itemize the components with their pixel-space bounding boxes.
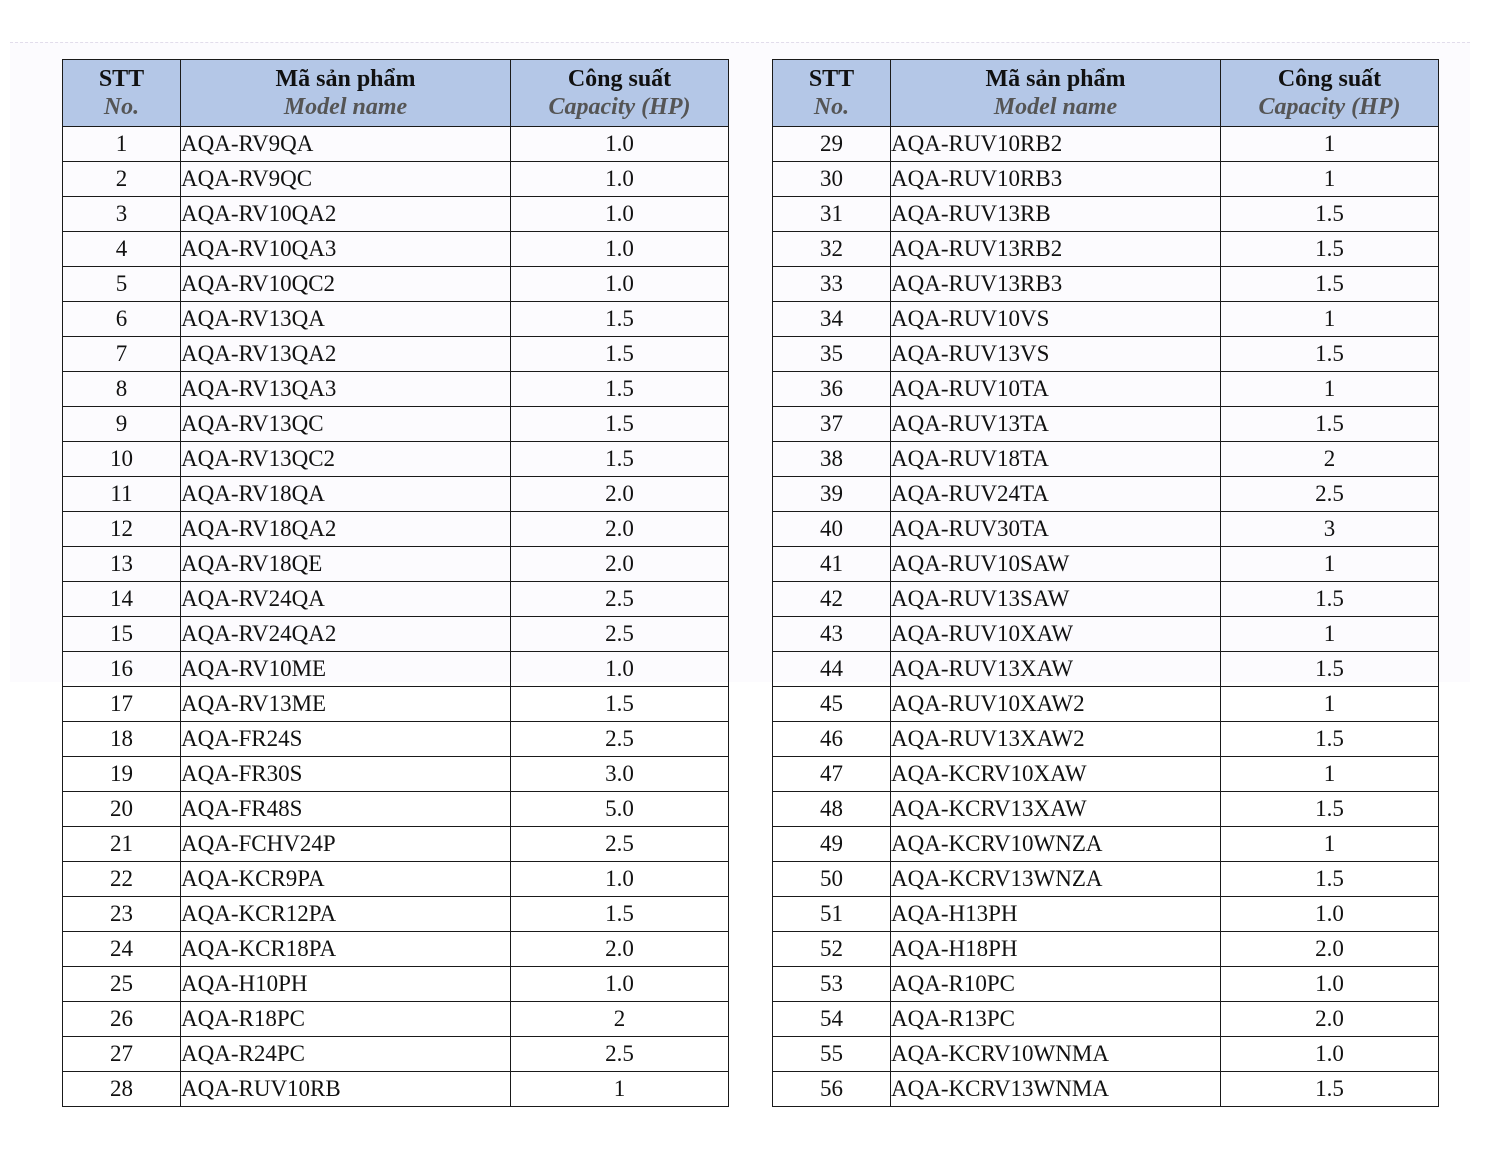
header-capacity [1221, 60, 1439, 127]
model-name-cell: AQA-H18PH [891, 932, 1221, 967]
table-row [63, 932, 729, 967]
model-name-cell: AQA-RV13ME [181, 687, 511, 722]
table-row [773, 932, 1439, 967]
table-row [63, 1037, 729, 1072]
row-number-cell: 10 [63, 442, 181, 477]
row-number-cell: 35 [773, 337, 891, 372]
header-model [891, 60, 1221, 127]
table-row [773, 792, 1439, 827]
capacity-cell: 2.5 [511, 1037, 729, 1072]
table-row [773, 967, 1439, 1002]
capacity-cell: 1 [1221, 547, 1439, 582]
row-number-cell: 9 [63, 407, 181, 442]
row-number-cell: 38 [773, 442, 891, 477]
capacity-cell: 1.5 [1221, 232, 1439, 267]
row-number-cell: 48 [773, 792, 891, 827]
capacity-cell: 2.0 [511, 512, 729, 547]
row-number-cell: 1 [63, 127, 181, 162]
table-header-row [63, 60, 729, 127]
table-row [773, 267, 1439, 302]
header-no-vi: STT [808, 66, 855, 92]
row-number-cell: 56 [773, 1072, 891, 1107]
capacity-cell: 1.0 [1221, 967, 1439, 1002]
capacity-cell: 1 [1221, 827, 1439, 862]
capacity-cell: 2.0 [1221, 932, 1439, 967]
model-name-cell: AQA-RUV24TA [891, 477, 1221, 512]
model-name-cell: AQA-RV18QE [181, 547, 511, 582]
capacity-cell: 1.5 [1221, 1072, 1439, 1107]
header-capacity-en: Capacity (HP) [1258, 94, 1401, 120]
model-name-cell: AQA-RV13QC2 [181, 442, 511, 477]
model-name-cell: AQA-KCR12PA [181, 897, 511, 932]
model-name-cell: AQA-RUV13XAW [891, 652, 1221, 687]
row-number-cell: 54 [773, 1002, 891, 1037]
model-name-cell: AQA-FR30S [181, 757, 511, 792]
row-number-cell: 17 [63, 687, 181, 722]
table-row [63, 442, 729, 477]
table-row [773, 407, 1439, 442]
model-name-cell: AQA-KCRV13WNMA [891, 1072, 1221, 1107]
table-row [63, 477, 729, 512]
capacity-cell: 1.5 [511, 687, 729, 722]
model-name-cell: AQA-RV13QA2 [181, 337, 511, 372]
model-name-cell: AQA-R13PC [891, 1002, 1221, 1037]
table-row [773, 337, 1439, 372]
capacity-cell: 5.0 [511, 792, 729, 827]
table-row [63, 687, 729, 722]
table-row [773, 372, 1439, 407]
model-name-cell: AQA-RV13QA3 [181, 372, 511, 407]
header-capacity-en: Capacity (HP) [548, 94, 691, 120]
model-name-cell: AQA-RV10ME [181, 652, 511, 687]
capacity-cell: 1 [1221, 617, 1439, 652]
row-number-cell: 30 [773, 162, 891, 197]
row-number-cell: 4 [63, 232, 181, 267]
capacity-cell: 2.0 [511, 547, 729, 582]
row-number-cell: 43 [773, 617, 891, 652]
capacity-cell: 2.5 [511, 827, 729, 862]
capacity-cell: 1 [1221, 687, 1439, 722]
table-row [63, 652, 729, 687]
table-row [773, 757, 1439, 792]
model-name-cell: AQA-KCRV10WNZA [891, 827, 1221, 862]
table-row [773, 512, 1439, 547]
header-capacity [511, 60, 729, 127]
table-row [63, 1072, 729, 1107]
model-name-cell: AQA-RUV10VS [891, 302, 1221, 337]
row-number-cell: 36 [773, 372, 891, 407]
model-name-cell: AQA-H10PH [181, 967, 511, 1002]
model-name-cell: AQA-RUV10XAW [891, 617, 1221, 652]
table-row [63, 372, 729, 407]
row-number-cell: 40 [773, 512, 891, 547]
capacity-cell: 1.0 [511, 967, 729, 1002]
table-row [63, 862, 729, 897]
table-row [773, 862, 1439, 897]
model-name-cell: AQA-FR48S [181, 792, 511, 827]
table-row [773, 477, 1439, 512]
table-row [773, 722, 1439, 757]
capacity-cell: 1.5 [1221, 722, 1439, 757]
model-name-cell: AQA-RV10QA3 [181, 232, 511, 267]
model-name-cell: AQA-RV18QA [181, 477, 511, 512]
row-number-cell: 19 [63, 757, 181, 792]
header-model [181, 60, 511, 127]
table-row [773, 197, 1439, 232]
row-number-cell: 23 [63, 897, 181, 932]
capacity-cell: 1.5 [1221, 862, 1439, 897]
capacity-cell: 1 [1221, 302, 1439, 337]
capacity-cell: 1.5 [511, 407, 729, 442]
capacity-cell: 1.0 [511, 652, 729, 687]
row-number-cell: 11 [63, 477, 181, 512]
capacity-cell: 2.5 [511, 617, 729, 652]
capacity-cell: 1.5 [1221, 337, 1439, 372]
capacity-cell: 1.0 [1221, 1037, 1439, 1072]
table-row [773, 897, 1439, 932]
row-number-cell: 14 [63, 582, 181, 617]
capacity-cell: 3 [1221, 512, 1439, 547]
model-table-left [62, 59, 729, 1107]
capacity-cell: 1.0 [511, 127, 729, 162]
row-number-cell: 42 [773, 582, 891, 617]
table-row [773, 582, 1439, 617]
table-row [63, 337, 729, 372]
model-name-cell: AQA-RV24QA2 [181, 617, 511, 652]
table-row [773, 1072, 1439, 1107]
capacity-cell: 1.5 [1221, 582, 1439, 617]
model-name-cell: AQA-RV13QA [181, 302, 511, 337]
model-name-cell: AQA-RV9QA [181, 127, 511, 162]
header-model-vi: Mã sản phẩm [985, 66, 1126, 92]
row-number-cell: 55 [773, 1037, 891, 1072]
table-row [63, 792, 729, 827]
row-number-cell: 25 [63, 967, 181, 1002]
row-number-cell: 45 [773, 687, 891, 722]
header-capacity-vi: Công suất [1277, 66, 1382, 92]
header-no [773, 60, 891, 127]
table-row [63, 617, 729, 652]
model-name-cell: AQA-RUV10XAW2 [891, 687, 1221, 722]
page-top-border [10, 42, 1470, 43]
table-row [773, 617, 1439, 652]
row-number-cell: 27 [63, 1037, 181, 1072]
table-row [773, 547, 1439, 582]
model-name-cell: AQA-RUV13RB [891, 197, 1221, 232]
row-number-cell: 52 [773, 932, 891, 967]
model-name-cell: AQA-KCRV13XAW [891, 792, 1221, 827]
capacity-cell: 2.0 [511, 477, 729, 512]
row-number-cell: 12 [63, 512, 181, 547]
capacity-cell: 1.5 [511, 372, 729, 407]
model-name-cell: AQA-RUV30TA [891, 512, 1221, 547]
capacity-cell: 2 [1221, 442, 1439, 477]
table-row [773, 442, 1439, 477]
model-name-cell: AQA-RUV10RB [181, 1072, 511, 1107]
header-model-en: Model name [993, 94, 1118, 120]
model-name-cell: AQA-RUV13RB2 [891, 232, 1221, 267]
model-name-cell: AQA-RUV10RB3 [891, 162, 1221, 197]
row-number-cell: 53 [773, 967, 891, 1002]
capacity-cell: 2.5 [1221, 477, 1439, 512]
capacity-cell: 1 [1221, 162, 1439, 197]
row-number-cell: 41 [773, 547, 891, 582]
row-number-cell: 32 [773, 232, 891, 267]
table-row [63, 757, 729, 792]
table-row [63, 582, 729, 617]
table-row [63, 827, 729, 862]
model-name-cell: AQA-RV24QA [181, 582, 511, 617]
header-model-en: Model name [283, 94, 408, 120]
header-no-en: No. [103, 94, 140, 120]
table-row [63, 232, 729, 267]
model-name-cell: AQA-RV13QC [181, 407, 511, 442]
row-number-cell: 3 [63, 197, 181, 232]
header-model-vi: Mã sản phẩm [275, 66, 416, 92]
table-row [63, 967, 729, 1002]
model-name-cell: AQA-FR24S [181, 722, 511, 757]
capacity-cell: 1.0 [511, 197, 729, 232]
capacity-cell: 1.0 [1221, 897, 1439, 932]
model-name-cell: AQA-RV9QC [181, 162, 511, 197]
capacity-cell: 1.5 [511, 897, 729, 932]
model-name-cell: AQA-KCR18PA [181, 932, 511, 967]
model-name-cell: AQA-RUV18TA [891, 442, 1221, 477]
table-row [773, 127, 1439, 162]
row-number-cell: 18 [63, 722, 181, 757]
table-body [773, 127, 1439, 1107]
row-number-cell: 28 [63, 1072, 181, 1107]
model-name-cell: AQA-RUV13XAW2 [891, 722, 1221, 757]
capacity-cell: 2 [511, 1002, 729, 1037]
model-name-cell: AQA-RUV13VS [891, 337, 1221, 372]
capacity-cell: 1 [511, 1072, 729, 1107]
model-name-cell: AQA-FCHV24P [181, 827, 511, 862]
model-name-cell: AQA-RUV10TA [891, 372, 1221, 407]
capacity-cell: 2.5 [511, 722, 729, 757]
table-row [63, 722, 729, 757]
table-row [773, 652, 1439, 687]
capacity-cell: 1.5 [511, 302, 729, 337]
row-number-cell: 31 [773, 197, 891, 232]
model-name-cell: AQA-RUV13RB3 [891, 267, 1221, 302]
table-header-row [773, 60, 1439, 127]
model-name-cell: AQA-KCRV13WNZA [891, 862, 1221, 897]
capacity-cell: 3.0 [511, 757, 729, 792]
capacity-cell: 2.0 [511, 932, 729, 967]
table-row [63, 547, 729, 582]
capacity-cell: 2.5 [511, 582, 729, 617]
model-name-cell: AQA-RV10QC2 [181, 267, 511, 302]
model-name-cell: AQA-R10PC [891, 967, 1221, 1002]
table-row [63, 1002, 729, 1037]
row-number-cell: 49 [773, 827, 891, 862]
table-row [63, 197, 729, 232]
row-number-cell: 46 [773, 722, 891, 757]
capacity-cell: 1.0 [511, 862, 729, 897]
row-number-cell: 24 [63, 932, 181, 967]
table-row [773, 162, 1439, 197]
capacity-cell: 1.5 [1221, 652, 1439, 687]
row-number-cell: 21 [63, 827, 181, 862]
capacity-cell: 1.5 [511, 442, 729, 477]
model-name-cell: AQA-H13PH [891, 897, 1221, 932]
row-number-cell: 7 [63, 337, 181, 372]
row-number-cell: 44 [773, 652, 891, 687]
table-row [773, 1002, 1439, 1037]
row-number-cell: 20 [63, 792, 181, 827]
model-name-cell: AQA-R24PC [181, 1037, 511, 1072]
model-name-cell: AQA-RUV13TA [891, 407, 1221, 442]
capacity-cell: 1.0 [511, 232, 729, 267]
table-row [773, 827, 1439, 862]
row-number-cell: 34 [773, 302, 891, 337]
table-row [63, 897, 729, 932]
table-row [63, 267, 729, 302]
row-number-cell: 2 [63, 162, 181, 197]
header-no [63, 60, 181, 127]
model-name-cell: AQA-RUV13SAW [891, 582, 1221, 617]
table-row [63, 512, 729, 547]
model-name-cell: AQA-RUV10SAW [891, 547, 1221, 582]
table-row [773, 1037, 1439, 1072]
table-row [63, 162, 729, 197]
row-number-cell: 15 [63, 617, 181, 652]
model-name-cell: AQA-KCR9PA [181, 862, 511, 897]
row-number-cell: 6 [63, 302, 181, 337]
capacity-cell: 2.0 [1221, 1002, 1439, 1037]
row-number-cell: 13 [63, 547, 181, 582]
row-number-cell: 5 [63, 267, 181, 302]
model-name-cell: AQA-KCRV10WNMA [891, 1037, 1221, 1072]
capacity-cell: 1 [1221, 372, 1439, 407]
model-name-cell: AQA-R18PC [181, 1002, 511, 1037]
table-row [773, 232, 1439, 267]
capacity-cell: 1.0 [511, 162, 729, 197]
row-number-cell: 51 [773, 897, 891, 932]
row-number-cell: 37 [773, 407, 891, 442]
table-row [63, 127, 729, 162]
capacity-cell: 1 [1221, 127, 1439, 162]
row-number-cell: 29 [773, 127, 891, 162]
header-no-en: No. [813, 94, 850, 120]
model-name-cell: AQA-RUV10RB2 [891, 127, 1221, 162]
header-no-vi: STT [98, 66, 145, 92]
row-number-cell: 47 [773, 757, 891, 792]
model-name-cell: AQA-KCRV10XAW [891, 757, 1221, 792]
capacity-cell: 1.0 [511, 267, 729, 302]
row-number-cell: 33 [773, 267, 891, 302]
row-number-cell: 39 [773, 477, 891, 512]
capacity-cell: 1.5 [511, 337, 729, 372]
table-body [63, 127, 729, 1107]
capacity-cell: 1.5 [1221, 197, 1439, 232]
capacity-cell: 1.5 [1221, 267, 1439, 302]
row-number-cell: 8 [63, 372, 181, 407]
header-capacity-vi: Công suất [567, 66, 672, 92]
table-row [773, 687, 1439, 722]
model-table-right [772, 59, 1439, 1107]
model-name-cell: AQA-RV18QA2 [181, 512, 511, 547]
capacity-cell: 1.5 [1221, 407, 1439, 442]
table-row [63, 407, 729, 442]
capacity-cell: 1.5 [1221, 792, 1439, 827]
row-number-cell: 26 [63, 1002, 181, 1037]
row-number-cell: 16 [63, 652, 181, 687]
row-number-cell: 50 [773, 862, 891, 897]
table-row [773, 302, 1439, 337]
table-row [63, 302, 729, 337]
capacity-cell: 1 [1221, 757, 1439, 792]
model-name-cell: AQA-RV10QA2 [181, 197, 511, 232]
row-number-cell: 22 [63, 862, 181, 897]
